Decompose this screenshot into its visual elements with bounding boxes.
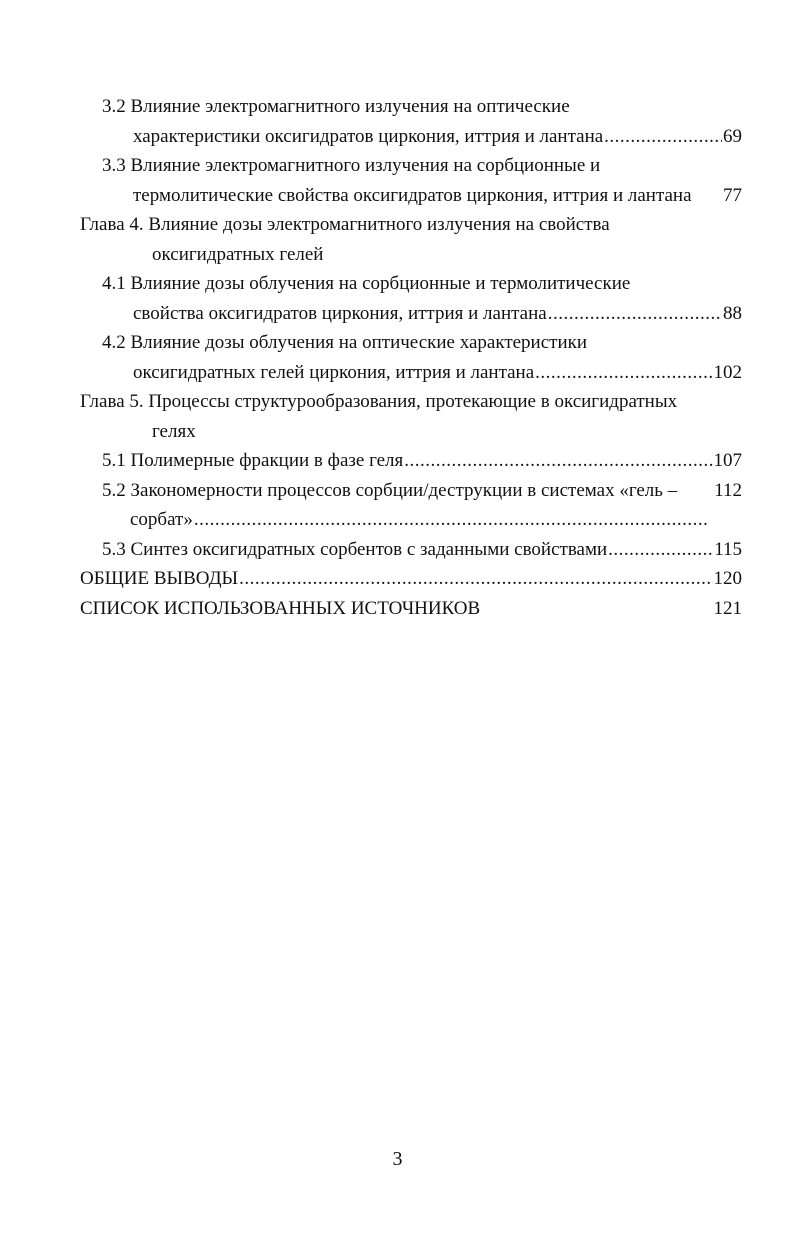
page-number: 3	[392, 1148, 403, 1170]
dot-leader	[239, 564, 712, 594]
toc-entry-4-1-page: 88	[723, 302, 742, 324]
toc-entry-4-2[interactable]	[80, 328, 742, 387]
toc-conclusions-page: 120	[713, 568, 742, 589]
toc-conclusions[interactable]	[80, 564, 742, 594]
dot-leader	[535, 358, 712, 388]
dot-leader	[548, 299, 722, 329]
toc-chapter-5[interactable]	[80, 387, 742, 446]
dot-leader	[604, 122, 722, 152]
toc-entry-5-3-title: 5.3 Синтез оксигидратных сорбентов с заданными свойствами	[102, 538, 608, 560]
dot-leader	[608, 535, 713, 565]
toc-entry-5-1-title: 5.1 Полимерные фракции в фазе геля	[102, 450, 404, 471]
toc-entry-3-2[interactable]	[80, 92, 742, 151]
toc-entry-5-2-title-cont: сорбат»	[130, 509, 193, 530]
toc-entry-4-1-title: 4.1 Влияние дозы облучения на сорбционные и термолитические	[102, 273, 631, 294]
toc-entry-4-1-title-cont: свойства оксигидратов циркония, иттрия и лантана	[133, 302, 547, 324]
toc-entry-3-3[interactable]	[80, 151, 742, 210]
toc-entry-5-2-title: 5.2 Закономерности процессов сорбции/деструкции в системах «гель –	[102, 479, 678, 501]
toc-chapter-4-title: Глава 4. Влияние дозы электромагнитного излучения на свойства	[80, 214, 610, 235]
toc-entry-4-2-title-cont: оксигидратных гелей циркония, иттрия и лантана	[133, 361, 535, 383]
toc-entry-5-3-page: 115	[714, 538, 742, 560]
toc-entry-3-2-title: 3.2 Влияние электромагнитного излучения на оптические	[102, 96, 570, 117]
dot-leader	[194, 505, 707, 535]
toc-entry-3-3-title-cont: термолитические свойства оксигидратов циркония, иттрия и лантана	[133, 184, 692, 206]
toc-conclusions-title: ОБЩИЕ ВЫВОДЫ	[80, 568, 239, 589]
toc-entry-3-3-page: 77	[723, 184, 742, 206]
table-of-contents	[80, 92, 742, 623]
toc-entry-4-2-page: 102	[713, 361, 742, 383]
toc-entry-5-1[interactable]	[80, 446, 742, 476]
dot-leader	[404, 446, 712, 476]
toc-chapter-4-title-cont: оксигидратных гелей	[152, 243, 324, 265]
toc-entry-5-2-page: 112	[714, 479, 742, 501]
toc-entry-3-2-title-cont: характеристики оксигидратов циркония, иттрия и лантана	[133, 125, 604, 147]
toc-chapter-5-title-cont: гелях	[152, 420, 196, 442]
toc-references-title: СПИСОК ИСПОЛЬЗОВАННЫХ ИСТОЧНИКОВ	[80, 597, 481, 619]
toc-entry-3-2-page: 69	[723, 125, 742, 147]
toc-chapter-5-title: Глава 5. Процессы структурообразования, протекающие в оксигидратных	[80, 391, 678, 412]
toc-entry-5-3[interactable]	[80, 535, 742, 565]
toc-references[interactable]	[80, 594, 742, 624]
toc-entry-3-3-title: 3.3 Влияние электромагнитного излучения на сорбционные и	[102, 155, 601, 176]
toc-entry-4-1[interactable]	[80, 269, 742, 328]
toc-chapter-4[interactable]	[80, 210, 742, 269]
toc-entry-5-1-page: 107	[713, 450, 742, 471]
toc-entry-4-2-title: 4.2 Влияние дозы облучения на оптические характеристики	[102, 332, 588, 353]
toc-references-page: 121	[713, 597, 742, 619]
toc-entry-5-2[interactable]	[80, 476, 742, 535]
